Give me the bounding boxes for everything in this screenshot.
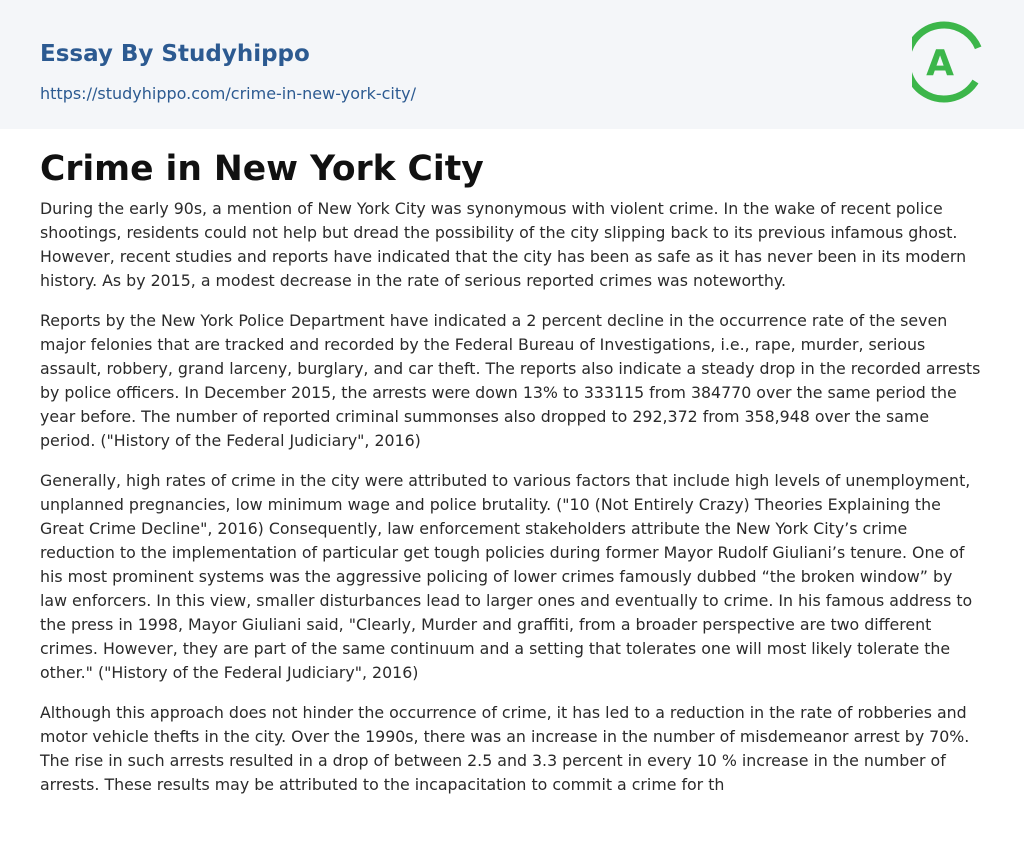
essay-paragraph-3: Generally, high rates of crime in the city were attributed to various factors that include high levels of unemployment, unplanned pregnancies, low minimum wage and police brutality. ("10 (Not Entirely Crazy) Theories Explaining the Great Crime Decline", 2016) Consequently, law enforcement stakeholders attribute the New York City’s crime reduction to the implementation of particular get tough policies during former Mayor Rudolf Giuliani’s tenure. One of his most prominent systems was the aggressive policing of lower crimes famously dubbed “the broken window” by law enforcers. In this view, smaller disturbances lead to larger ones and eventually to crime. In his famous address to the press in 1998, Mayor Giuliani said, "Clearly, Murder and graffiti, from a broader perspective are two different crimes. However, they are part of the same continuum and a setting that tolerates one will most likely tolerate the other." ("History of the Federal Judiciary", 2016) bbox=[40, 471, 973, 682]
studyhippo-logo[interactable] bbox=[912, 19, 986, 105]
page-title: Crime in New York City bbox=[40, 149, 484, 189]
essay-content bbox=[0, 129, 1024, 797]
logo-letter: A bbox=[926, 43, 954, 84]
site-title: Essay By Studyhippo bbox=[40, 41, 310, 67]
essay-url-link[interactable]: https://studyhippo.com/crime-in-new-york-city/ bbox=[40, 84, 416, 103]
essay-paragraph-2: Reports by the New York Police Department have indicated a 2 percent decline in the occurrence rate of the seven major felonies that are tracked and recorded by the Federal Bureau of Investigations, i.e., rape, murder, serious assault, robbery, grand larceny, burglary, and car theft. The reports also indicate a steady drop in the recorded arrests by police officers. In December 2015, the arrests were down 13% to 333115 from 384770 over the same period the year before. The number of reported criminal summonses also dropped to 292,372 from 358,948 over the same period. ("History of the Federal Judiciary", 2016) bbox=[40, 311, 981, 450]
essay-paragraph-4: Although this approach does not hinder the occurrence of crime, it has led to a reduction in the rate of robberies and motor vehicle thefts in the city. Over the 1990s, there was an increase in the number of misdemeanor arrest by 70%. The rise in such arrests resulted in a drop of between 2.5 and 3.3 percent in every 10 % increase in the number of arrests. These results may be attributed to the incapacitation to commit a crime for th bbox=[40, 703, 970, 794]
site-header bbox=[0, 0, 1024, 129]
essay-paragraph-1: During the early 90s, a mention of New York City was synonymous with violent crime. In the wake of recent police shootings, residents could not help but dread the possibility of the city slipping back to its previous infamous ghost. However, recent studies and reports have indicated that the city has been as safe as it has never been in its modern history. As by 2015, a modest decrease in the rate of serious reported crimes was noteworthy. bbox=[40, 199, 967, 290]
